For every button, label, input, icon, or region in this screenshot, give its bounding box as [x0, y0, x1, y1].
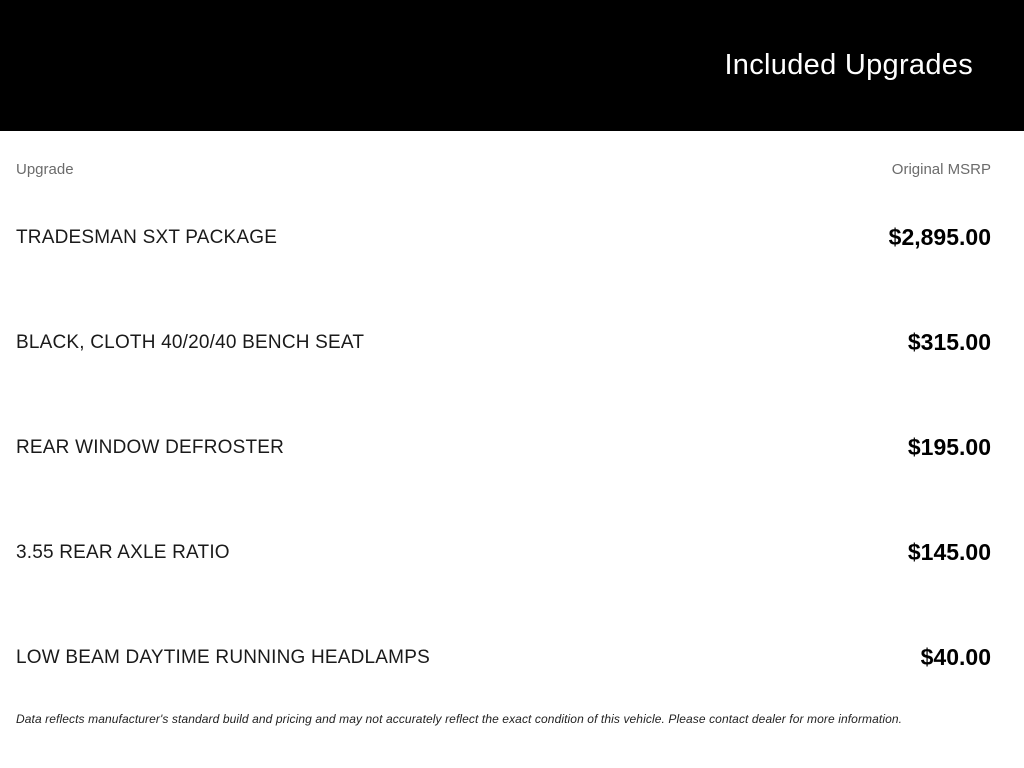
upgrade-msrp: $195.00 — [907, 434, 991, 460]
column-header-upgrade: Upgrade — [16, 161, 74, 178]
upgrade-msrp: $145.00 — [907, 539, 991, 565]
upgrade-name: REAR WINDOW DEFROSTER — [16, 436, 285, 458]
upgrade-msrp: $2,895.00 — [888, 224, 991, 250]
column-header-original-msrp: Original MSRP — [891, 161, 991, 178]
upgrade-name: LOW BEAM DAYTIME RUNNING HEADLAMPS — [16, 646, 430, 668]
table-row — [0, 605, 1024, 710]
page-title: Included Upgrades — [724, 49, 973, 81]
disclaimer-text: Data reflects manufacturer's standard build and pricing and may not accurately reflect the exact condition of this vehicle. Please contact dealer for more information. — [16, 712, 903, 726]
upgrade-name: BLACK, CLOTH 40/20/40 BENCH SEAT — [16, 331, 365, 353]
header-bar — [0, 0, 1024, 131]
upgrade-name: TRADESMAN SXT PACKAGE — [16, 226, 278, 248]
table-row — [0, 290, 1024, 395]
table-header-row — [0, 131, 1024, 177]
table-body — [0, 185, 1024, 710]
table-row — [0, 395, 1024, 500]
upgrade-msrp: $315.00 — [907, 329, 991, 355]
upgrade-msrp: $40.00 — [920, 644, 991, 670]
upgrade-name: 3.55 REAR AXLE RATIO — [16, 541, 230, 563]
table-row — [0, 500, 1024, 605]
table-row — [0, 185, 1024, 290]
upgrades-table — [0, 131, 1024, 710]
